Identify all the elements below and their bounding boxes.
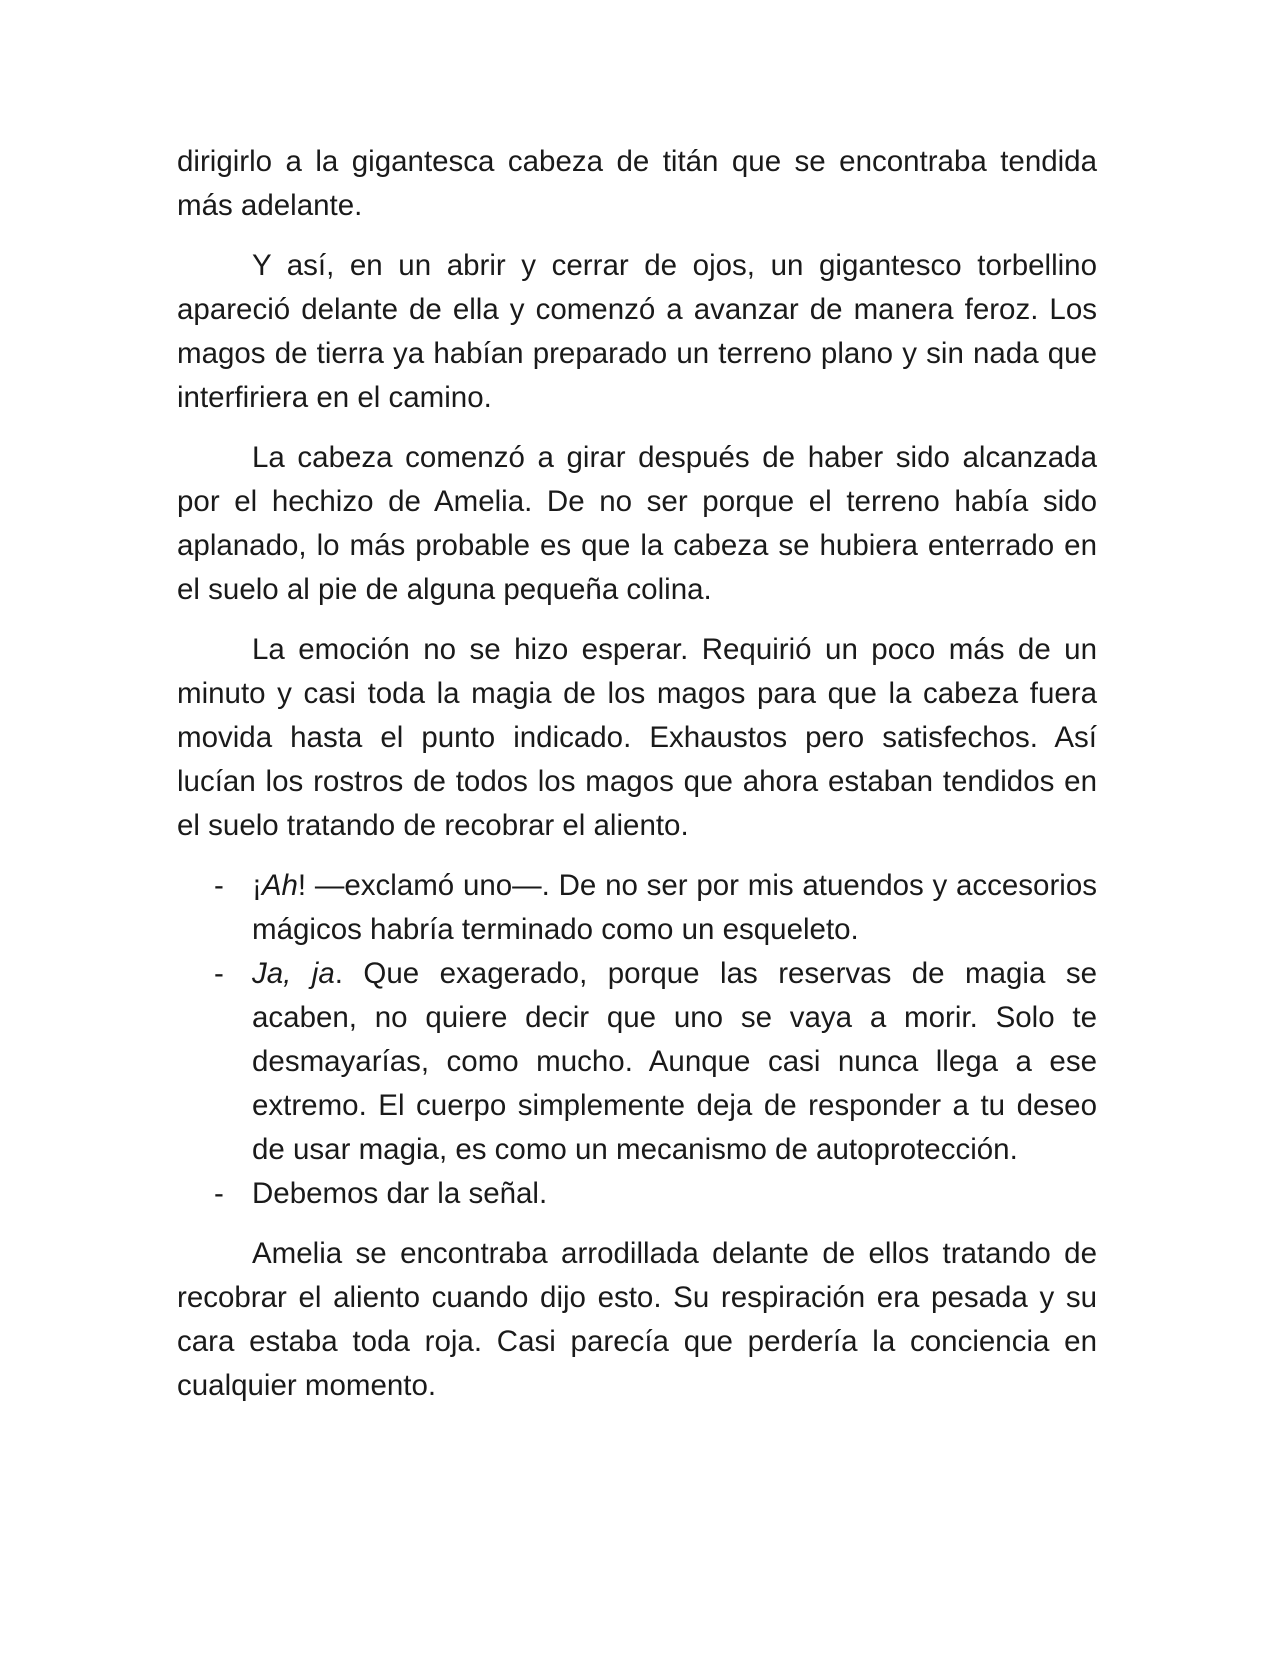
paragraph-continuation: dirigirlo a la gigantesca cabeza de titán que se encontraba tendida más adelante.: [177, 145, 1097, 222]
dialogue-dash: -: [214, 1177, 224, 1210]
paragraph-emocion: La emoción no se hizo esperar. Requirió un poco más de un minuto y casi toda la magia de los magos para que la cabeza fuera movida hasta el punto indicado. Exhaustos pero satisfechos. Así lucían los rostros de todos los magos que ahora estaban tendidos en el suelo tratando de recobrar el aliento.: [177, 633, 1097, 842]
paragraph-torbellino: Y así, en un abrir y cerrar de ojos, un gigantesco torbellino apareció delante de ella y comenzó a avanzar de manera feroz. Los magos de tierra ya habían preparado un terreno plano y sin nada que interfiriera en el camino.: [177, 249, 1097, 414]
dialogue-dash: -: [214, 869, 224, 902]
dialogue-line: - Ja, ja. Que exagerado, porque las reservas de magia se acaben, no quiere decir que uno se vaya a morir. Solo te desmayarías, como mucho. Aunque casi nunca llega a ese extremo. El cuerpo simplemente deja de responder a tu deseo de usar magia, es como un mecanismo de autoprotección.: [177, 952, 1097, 1172]
paragraph-cabeza: La cabeza comenzó a girar después de haber sido alcanzada por el hechizo de Amelia. De no ser porque el terreno había sido aplanado, lo más probable es que la cabeza se hubiera enterrado en el suelo al pie de alguna pequeña colina.: [177, 441, 1097, 606]
dialogue-list: [177, 864, 1097, 1216]
document-page: [177, 140, 1097, 1424]
dialogue-line: - Debemos dar la señal.: [177, 1172, 1097, 1216]
dialogue-line: - ¡Ah! —exclamó uno—. De no ser por mis atuendos y accesorios mágicos habría terminado como un esqueleto.: [177, 864, 1097, 952]
dialogue-dash: -: [214, 957, 224, 990]
paragraph-amelia: Amelia se encontraba arrodillada delante de ellos tratando de recobrar el aliento cuando dijo esto. Su respiración era pesada y su cara estaba toda roja. Casi parecía que perdería la conciencia en cualquier momento.: [177, 1237, 1097, 1402]
